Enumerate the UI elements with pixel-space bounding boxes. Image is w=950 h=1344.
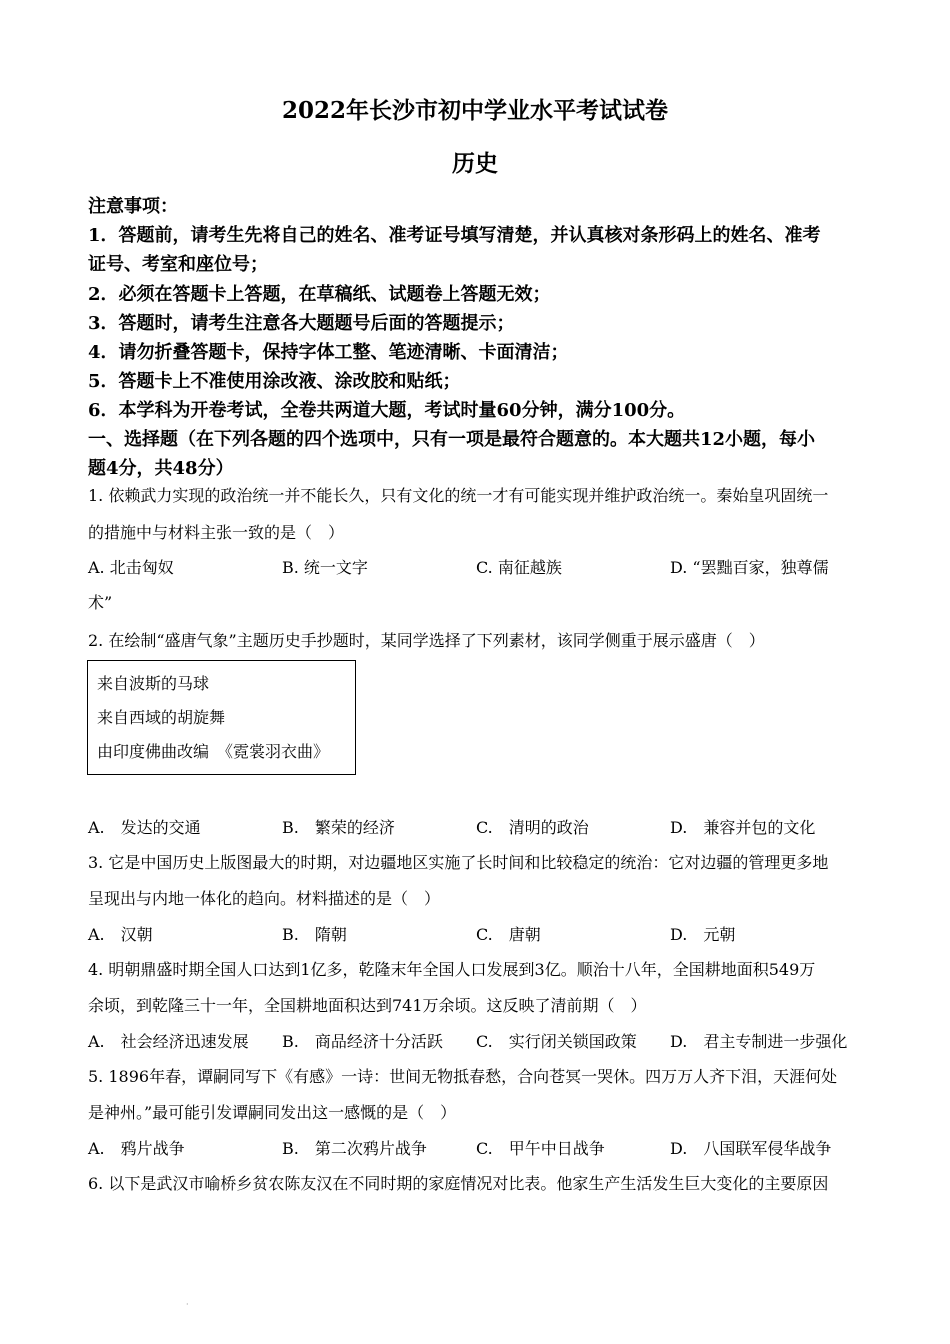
section-heading: 一、选择题（在下列各题的四个选项中，只有一项是最符合题意的。本大题共12小题，每小 bbox=[88, 429, 816, 450]
question-5-option-b[interactable]: B. 第二次鸦片战争 bbox=[282, 1139, 427, 1158]
material-item: 来自波斯的马球 bbox=[97, 674, 210, 693]
footer-mark: · bbox=[186, 1300, 189, 1309]
note-item: 6．本学科为开卷考试，全卷共两道大题，考试时量60分钟，满分100分。 bbox=[88, 400, 686, 421]
question-2-option-b[interactable]: B. 繁荣的经济 bbox=[282, 818, 395, 837]
note-item: 4．请勿折叠答题卡，保持字体工整、笔迹清晰、卡面清洁； bbox=[88, 342, 569, 363]
note-item: 证号、考室和座位号； bbox=[88, 254, 268, 275]
question-3-option-a[interactable]: A. 汉朝 bbox=[88, 925, 153, 944]
question-3-stem: 3. 它是中国历史上版图最大的时期，对边疆地区实施了长时间和比较稳定的统治：它对边疆的管理更多地 bbox=[88, 853, 829, 872]
exam-title: 2022年长沙市初中学业水平考试试卷 bbox=[281, 97, 668, 124]
question-4-stem-cont: 余顷，到乾隆三十一年，全国耕地面积达到741万余顷。这反映了清前期（ ） bbox=[88, 996, 647, 1015]
question-5-option-a[interactable]: A. 鸦片战争 bbox=[88, 1139, 185, 1158]
material-item: 来自西域的胡旋舞 bbox=[97, 708, 226, 727]
question-2-stem: 2. 在绘制“盛唐气象”主题历史手抄题时，某同学选择了下列素材，该同学侧重于展示盛唐（ ） bbox=[88, 631, 765, 650]
question-2-option-c[interactable]: C. 清明的政治 bbox=[476, 818, 589, 837]
notes-heading: 注意事项： bbox=[88, 196, 178, 217]
section-heading-cont: 题4分，共48分） bbox=[88, 458, 234, 479]
question-1-option-d-cont: 术” bbox=[88, 593, 113, 612]
note-item: 2．必须在答题卡上答题，在草稿纸、试题卷上答题无效； bbox=[88, 284, 551, 305]
question-1-option-b[interactable]: B. 统一文字 bbox=[282, 558, 368, 577]
question-3-option-b[interactable]: B. 隋朝 bbox=[282, 925, 347, 944]
question-4-option-c[interactable]: C. 实行闭关锁国政策 bbox=[476, 1032, 637, 1051]
question-5-stem-cont: 是神州。”最可能引发谭嗣同发出这一感慨的是（ ） bbox=[88, 1103, 457, 1122]
note-item: 1．答题前，请考生先将自己的姓名、准考证号填写清楚，并认真核对条形码上的姓名、准考 bbox=[88, 225, 821, 246]
question-1-option-a[interactable]: A. 北击匈奴 bbox=[88, 558, 174, 577]
question-1-option-c[interactable]: C. 南征越族 bbox=[476, 558, 562, 577]
note-item: 3．答题时，请考生注意各大题题号后面的答题提示； bbox=[88, 313, 515, 334]
question-3-option-c[interactable]: C. 唐朝 bbox=[476, 925, 541, 944]
subject-title: 历史 bbox=[452, 150, 498, 177]
question-4-stem: 4. 明朝鼎盛时期全国人口达到1亿多，乾隆末年全国人口发展到3亿。顺治十八年，全国耕地面积549万 bbox=[88, 960, 816, 979]
question-3-option-d[interactable]: D. 元朝 bbox=[670, 925, 736, 944]
question-1-stem-cont: 的措施中与材料主张一致的是（ ） bbox=[88, 523, 345, 542]
question-2-option-d[interactable]: D. 兼容并包的文化 bbox=[670, 818, 816, 837]
question-4-option-d[interactable]: D. 君主专制进一步强化 bbox=[670, 1032, 848, 1051]
question-1-stem: 1. 依赖武力实现的政治统一并不能长久，只有文化的统一才有可能实现并维护政治统一。秦始皇巩固统一 bbox=[88, 486, 829, 505]
question-2-option-a[interactable]: A. 发达的交通 bbox=[88, 818, 201, 837]
question-5-option-d[interactable]: D. 八国联军侵华战争 bbox=[670, 1139, 832, 1158]
question-6-stem: 6. 以下是武汉市喻桥乡贫农陈友汉在不同时期的家庭情况对比表。他家生产生活发生巨大变化的主要原因 bbox=[88, 1174, 829, 1193]
question-4-option-a[interactable]: A. 社会经济迅速发展 bbox=[88, 1032, 249, 1051]
note-item: 5．答题卡上不准使用涂改液、涂改胶和贴纸； bbox=[88, 371, 461, 392]
question-5-option-c[interactable]: C. 甲午中日战争 bbox=[476, 1139, 605, 1158]
question-4-option-b[interactable]: B. 商品经济十分活跃 bbox=[282, 1032, 443, 1051]
material-box bbox=[87, 660, 356, 775]
material-item: 由印度佛曲改编 《霓裳羽衣曲》 bbox=[97, 742, 330, 761]
question-1-option-d[interactable]: D. “罢黜百家，独尊儒 bbox=[670, 558, 829, 577]
question-3-stem-cont: 呈现出与内地一体化的趋向。材料描述的是（ ） bbox=[88, 889, 441, 908]
question-5-stem: 5. 1896年春，谭嗣同写下《有感》一诗：世间无物抵春愁，合向苍冥一哭休。四万万人齐下泪，天涯何处 bbox=[88, 1067, 838, 1086]
